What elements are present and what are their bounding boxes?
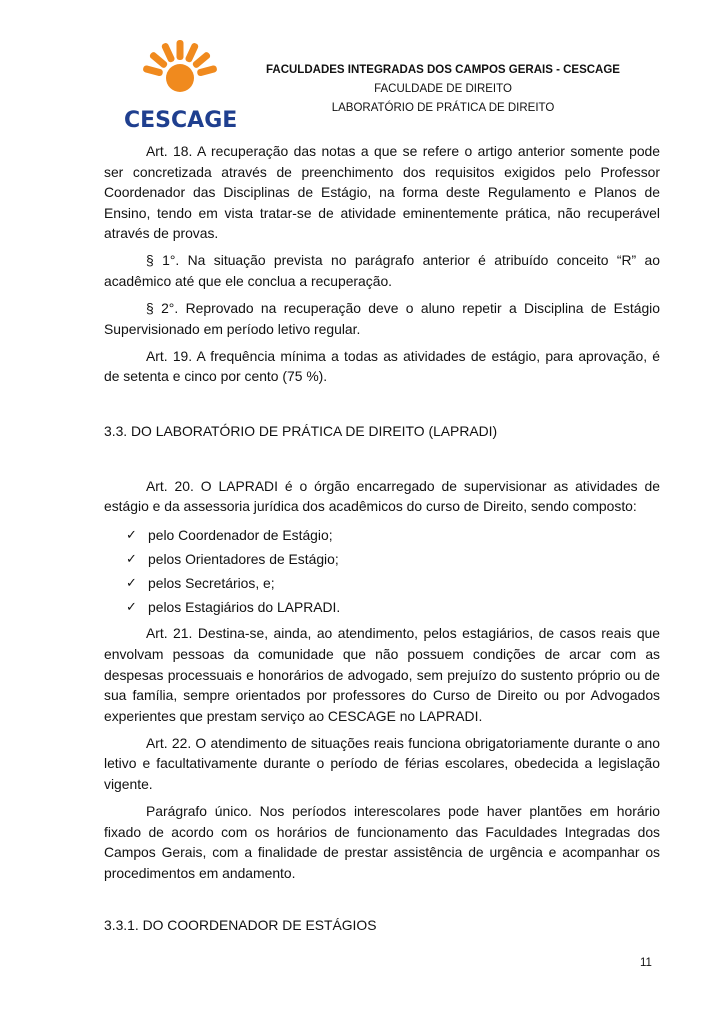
article-19: Art. 19. A frequência mínima a todas as atividades de estágio, para aprovação, é de setenta e cinco por cento (75 %). (104, 347, 660, 385)
list-item-text: pelo Coordenador de Estágio; (148, 527, 333, 544)
page-header (118, 40, 678, 140)
checkmark-icon: ✓ (126, 527, 137, 543)
section-heading-3-3-1: 3.3.1. DO COORDENADOR DE ESTÁGIOS (104, 917, 377, 934)
faculty-name: FACULDADE DE DIREITO (374, 83, 512, 95)
list-item (104, 523, 660, 547)
article-18-paragraph-1: § 1°. Na situação prevista no parágrafo anterior é atribuído conceito “R” ao acadêmico até que ele conclua a recuperação. (104, 252, 660, 290)
lab-name: LABORATÓRIO DE PRÁTICA DE DIREITO (331, 102, 555, 114)
section-heading-3-3: 3.3. DO LABORATÓRIO DE PRÁTICA DE DIREITO (LAPRADI) (104, 423, 498, 440)
composition-list (104, 523, 660, 619)
article-18-paragraph-2: § 2°. Reprovado na recuperação deve o aluno repetir a Disciplina de Estágio Supervisionado em período letivo regular. (104, 300, 660, 337)
institution-name: FACULDADES INTEGRADAS DOS CAMPOS GERAIS - CESCAGE (266, 64, 620, 76)
list-item-text: pelos Estagiários do LAPRADI. (148, 599, 341, 616)
list-item (104, 595, 660, 619)
logo-text: CESCAGE (124, 108, 238, 133)
page-number: 11 (640, 957, 652, 969)
checkmark-icon: ✓ (126, 599, 137, 615)
list-item-text: pelos Secretários, e; (148, 575, 275, 592)
paragrafo-unico: Parágrafo único. Nos períodos interescolares pode haver plantões em horário fixado de acordo com os horários de funcionamento das Faculdades Integradas dos Campos Gerais, com a finalidade de prestar assistência de urgência e acompanhar os procedimentos em andamento. (104, 803, 660, 881)
article-21: Art. 21. Destina-se, ainda, ao atendimento, pelos estagiários, de casos reais que envolvam pessoas da comunidade que não possuem condições de arcar com as despesas processuais e honorários de advogado, sem prejuízo do sustento próprio ou de sua família, sempre orientados por professores do Curso de Direito ou por Advogados experientes que prestam serviço ao CESCAGE no LAPRADI. (104, 625, 660, 724)
list-item (104, 547, 660, 571)
sunburst-logo-icon (140, 40, 220, 108)
article-20: Art. 20. O LAPRADI é o órgão encarregado de supervisionar as atividades de estágio e da assessoria jurídica dos acadêmicos do curso de Direito, sendo composto: (104, 477, 660, 515)
cescage-logo (118, 40, 258, 138)
list-item (104, 571, 660, 595)
checkmark-icon: ✓ (126, 551, 137, 567)
document-body (104, 141, 660, 936)
list-item-text: pelos Orientadores de Estágio; (148, 551, 339, 568)
checkmark-icon: ✓ (126, 575, 137, 591)
article-18: Art. 18. A recuperação das notas a que se refere o artigo anterior somente pode ser concretizada através de preenchimento dos requisitos exigidos pelo Professor Coordenador das Disciplinas de Estágio, na forma deste Regulamento e Planos de Ensino, tendo em vista tratar-se de atividade eminentemente prática, não recuperável através de provas. (104, 143, 660, 242)
article-22: Art. 22. O atendimento de situações reais funciona obrigatoriamente durante o ano letivo e facultativamente durante o período de férias escolares, obedecida a legislação vigente. (104, 734, 660, 792)
